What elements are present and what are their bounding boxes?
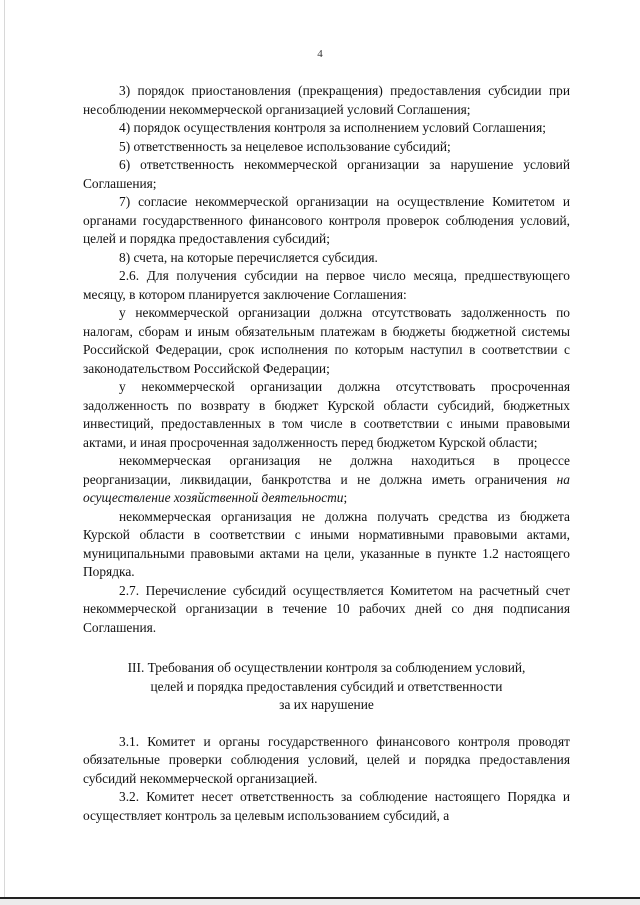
scan-bottom-shadow <box>0 899 640 905</box>
reorg-end: ; <box>343 490 348 505</box>
reorg-text: некоммерческая организация не должна находиться в процессе реорганизации, ликвидации, банкротства и не должна иметь ограничения <box>83 453 570 487</box>
paragraph-item-5: 5) ответственность за нецелевое использование субсидий; <box>119 138 451 154</box>
paragraph-item-7: 7) согласие некоммерческой организации на осуществление Комитетом и органами государственного финансового контроля проверок соблюдения условий, целей и порядка предоставления субсидий; <box>83 194 570 246</box>
section-heading-line-3: за их нарушение <box>279 697 374 712</box>
scan-edge-line <box>4 0 5 905</box>
paragraph-no-budget-funds: некоммерческая организация не должна получать средства из бюджета Курской области в соответствии с иными нормативными правовыми актами, муниципальными правовыми актами на цели, указанные в пункте 1.2 настоящего Порядка. <box>83 508 570 579</box>
paragraph-item-4: 4) порядок осуществления контроля за исполнением условий Соглашения; <box>119 120 546 135</box>
paragraph-tax-debt: у некоммерческой организации должна отсутствовать задолженность по налогам, сборам и иным обязательным платежам в бюджеты бюджетной системы Российской Федерации, срок исполнения по которым наступил в соответствии с законодательством Российской Федерации; <box>83 305 570 376</box>
document-body <box>83 82 570 825</box>
paragraph-reorganization <box>83 452 570 508</box>
reorg-italic-text: на осуществление хозяйственной деятельности <box>83 471 570 505</box>
section-heading <box>83 659 570 715</box>
section-heading-line-2: целей и порядка предоставления субсидий и ответственности <box>150 678 503 694</box>
paragraph-item-6: 6) ответственность некоммерческой организации за нарушение условий Соглашения; <box>83 157 570 191</box>
section-heading-line-1: III. Требования об осуществлении контроля за соблюдением условий, <box>127 660 526 675</box>
paragraph-3-1: 3.1. Комитет и органы государственного финансового контроля проводят обязательные проверки соблюдения условий, целей и порядка предоставления субсидий некоммерческой организацией. <box>83 733 570 786</box>
paragraph-3-2: 3.2. Комитет несет ответственность за соблюдение настоящего Порядка и осуществляет контроль за целевым использованием субсидий, а <box>83 789 570 823</box>
paragraph-overdue-debt: у некоммерческой организации должна отсутствовать просроченная задолженность по возврату в бюджет Курской области субсидий, бюджетных инвестиций, предоставленных в том числе в соответствии с иными правовыми актами, и иная просроченная задолженность перед бюджетом Курской области; <box>83 379 570 450</box>
paragraph-2-6: 2.6. Для получения субсидии на первое число месяца, предшествующего месяцу, в котором планируется заключение Соглашения: <box>83 268 570 302</box>
paragraph-item-3: 3) порядок приостановления (прекращения) предоставления субсидии при несоблюдении некоммерческой организацией условий Соглашения; <box>83 83 570 117</box>
paragraph-item-8: 8) счета, на которые перечисляется субсидия. <box>119 249 378 265</box>
paragraph-2-7: 2.7. Перечисление субсидий осуществляется Комитетом на расчетный счет некоммерческой организации в течение 10 рабочих дней со дня подписания Соглашения. <box>83 582 570 635</box>
page-number: 4 <box>317 48 323 60</box>
